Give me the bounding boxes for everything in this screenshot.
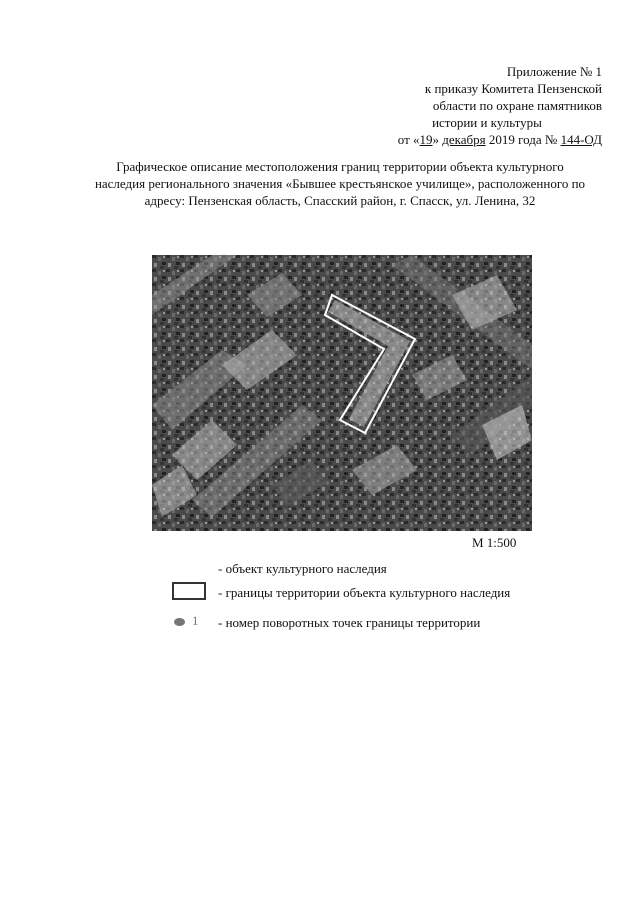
legend-object-label: - объект культурного наследия <box>218 561 387 576</box>
title-line-2: наследия регионального значения «Бывшее крестьянское училище», расположенного по <box>94 176 586 191</box>
boundary-swatch-icon <box>172 582 206 600</box>
appendix-committee-tail: истории и культуры <box>432 115 542 130</box>
appendix-title: Приложение № 1 <box>506 64 602 79</box>
appendix-committee: области по охране памятников <box>432 98 602 113</box>
appendix-header <box>342 63 602 148</box>
legend-point-label: - номер поворотных точек границы территории <box>218 615 481 630</box>
turning-point-swatch <box>174 615 208 633</box>
aerial-map <box>152 255 532 531</box>
order-mid2: 2019 года № <box>485 132 561 147</box>
document-title <box>70 158 610 209</box>
turning-point-number: 1 <box>192 613 199 628</box>
turning-point-dot-icon <box>174 618 185 626</box>
title-line-3: адресу: Пензенская область, Спасский район, г. Спасск, ул. Ленина, 32 <box>144 193 536 208</box>
title-line-1: Графическое описание местоположения границ территории объекта культурного <box>116 159 564 174</box>
order-month: декабря <box>442 132 486 147</box>
aerial-map-image <box>152 255 532 531</box>
order-mid1: » <box>432 132 443 147</box>
map-scale: М 1:500 <box>472 535 517 550</box>
appendix-order-ref: к приказу Комитета Пензенской <box>424 81 602 96</box>
order-prefix: от « <box>397 132 420 147</box>
legend-border-label: - границы территории объекта культурного наследия <box>218 585 511 600</box>
order-day: 19 <box>419 132 433 147</box>
appendix-order-date <box>342 131 602 148</box>
order-number: 144-ОД <box>560 132 602 147</box>
